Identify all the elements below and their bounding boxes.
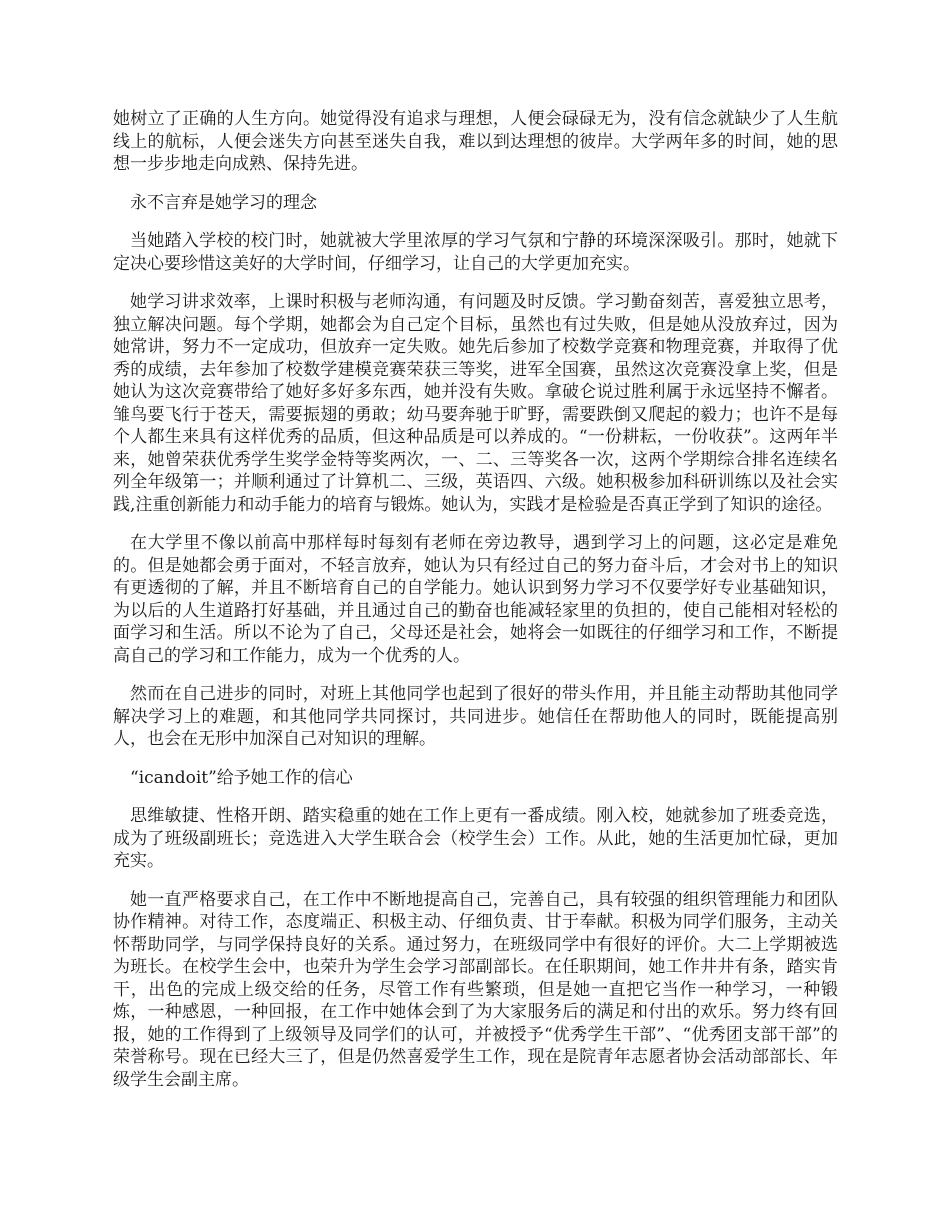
paragraph-intro: 她树立了正确的人生方向。她觉得没有追求与理想，人便会碌碌无为，没有信念就缺少了人生航线上的航标，人便会迷失方向甚至迷失自我，难以到达理想的彼岸。大学两年多的时间，她的思想一步步地走向成熟、保持先进。 [113,109,838,174]
paragraph-study-4: 然而在自己进步的同时，对班上其他同学也起到了很好的带头作用，并且能主动帮助其他同学解决学习上的难题，和其他同学共同探讨，共同进步。她信任在帮助他人的同时，既能提高别人，也会在无形中加深自己对知识的理解。 [113,684,838,749]
paragraph-work-1: 思维敏捷、性格开朗、踏实稳重的她在工作上更有一番成绩。刚入校，她就参加了班委竞选，成为了班级副班长；竞选进入大学生联合会（校学生会）工作。从此，她的生活更加忙碌，更加充实。 [113,806,838,871]
paragraph-study-3: 在大学里不像以前高中那样每时每刻有老师在旁边教导，遇到学习上的问题，这必定是难免的。但是她都会勇于面对，不轻言放弃，她认为只有经过自己的努力奋斗后，才会对书上的知识有更透彻的了解，并且不断培育自己的自学能力。她认识到努力学习不仅要学好专业基础知识，为以后的人生道路打好基础，并且通过自己的勤奋也能减轻家里的负担的，使自己能相对轻松的面学习和生活。所以不论为了自己，父母还是社会，她将会一如既往的仔细学习和工作，不断提高自己的学习和工作能力，成为一个优秀的人。 [113,533,838,666]
section-heading-study: 永不言弃是她学习的理念 [130,192,317,213]
paragraph-study-2: 她学习讲求效率，上课时积极与老师沟通，有问题及时反馈。学习勤奋刻苦，喜爱独立思考，独立解决问题。每个学期，她都会为自己定个目标，虽然也有过失败，但是她从没放弃过，因为她常讲，努力不一定成功，但放弃一定失败。她先后参加了校数学竞赛和物理竞赛，并取得了优秀的成绩，去年参加了校数学建模竞赛荣获三等奖，进军全国赛，虽然这次竞赛没拿上奖，但是她认为这次竞赛带给了她好多好多东西，她并没有失败。拿破仑说过胜利属于永远坚持不懈者。雏鸟要飞行于苍天，需要振翅的勇敢；幼马要奔驰于旷野，需要跌倒又爬起的毅力；也许不是每个人都生来具有这样优秀的品质，但这种品质是可以养成的。“一份耕耘，一份收获”。这两年半来，她曾荣获优秀学生奖学金特等奖两次，一、二、三等奖各一次，这两个学期综合排名连续名列全年级第一；并顺利通过了计算机二、三级，英语四、六级。她积极参加科研训练以及社会实践,注重创新能力和动手能力的培育与锻炼。她认为，实践才是检验是否真正学到了知识的途径。 [113,292,838,515]
document-body [113,108,838,1107]
paragraph-work-2: 她一直严格要求自己，在工作中不断地提高自己，完善自己，具有较强的组织管理能力和团队协作精神。对待工作，态度端正、积极主动、仔细负责、甘于奉献。积极为同学们服务，主动关怀帮助同学，与同学保持良好的关系。通过努力，在班级同学中有很好的评价。大二上学期被选为班长。在校学生会中，也荣升为学生会学习部副部长。在任职期间，她工作井井有条，踏实肯干，出色的完成上级交给的任务，尽管工作有些繁琐，但是她一直把它当作一种学习，一种锻炼，一种感恩，一种回报，在工作中她体会到了为大家服务后的满足和付出的欢乐。努力终有回报，她的工作得到了上级领导及同学们的认可，并被授予“优秀学生干部”、“优秀团支部干部”的荣誉称号。现在已经大三了，但是仍然喜爱学生工作，现在是院青年志愿者协会活动部部长、年级学生会副主席。 [113,889,838,1090]
paragraph-study-1: 当她踏入学校的校门时，她就被大学里浓厚的学习气氛和宁静的环境深深吸引。那时，她就下定决心要珍惜这美好的大学时间，仔细学习，让自己的大学更加充实。 [113,231,838,274]
section-heading-work: “icandoit”给予她工作的信心 [130,767,353,788]
